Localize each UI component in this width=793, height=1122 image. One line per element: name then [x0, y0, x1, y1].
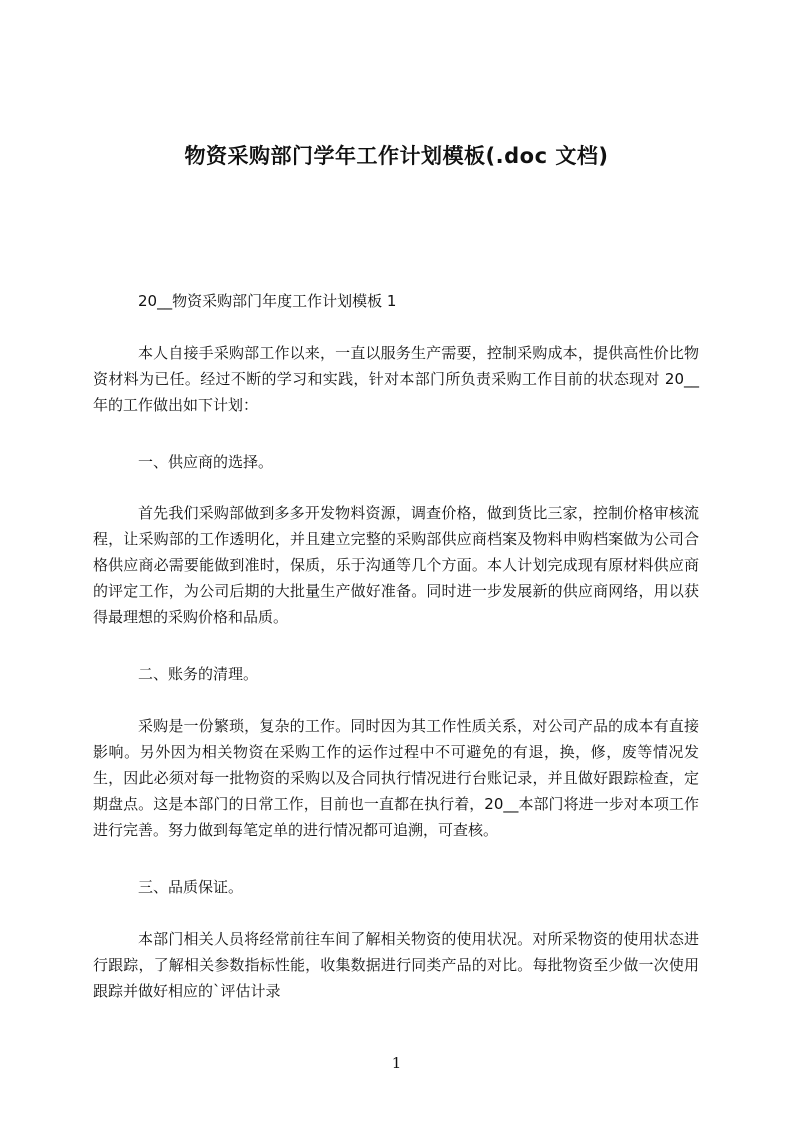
section1-heading-block [93, 449, 699, 475]
section3-body-block [93, 926, 699, 1004]
section3-heading-block [93, 874, 699, 900]
section2-paragraph: 采购是一份繁琐，复杂的工作。同时因为其工作性质关系，对公司产品的成本有直接影响。另外因为相关物资在采购工作的运作过程中不可避免的有退，换，修，废等情况发生，因此必须对每一批物资的采购以及合同执行情况进行台账记录，并且做好跟踪检查，定期盘点。这是本部门的日常工作，目前也一直都在执行着，20__本部门将进一步对本项工作进行完善。努力做到每笔定单的进行情况都可追溯，可查核。 [93, 717, 699, 839]
intro-paragraph: 本人自接手采购部工作以来，一直以服务生产需要，控制采购成本，提供高性价比物资材料为已任。经过不断的学习和实践，针对本部门所负责采购工作目前的状态现对 20__年的工作做出如下计划： [93, 344, 699, 414]
section1-paragraph: 首先我们采购部做到多多开发物料资源，调查价格，做到货比三家，控制价格审核流程，让采购部的工作透明化，并且建立完整的采购部供应商档案及物料申购档案做为公司合格供应商必需要能做到准时，保质，乐于沟通等几个方面。本人计划完成现有原材料供应商的评定工作，为公司后期的大批量生产做好准备。同时进一步发展新的供应商网络，用以获得最理想的采购价格和品质。 [93, 504, 699, 626]
section2-heading: 二、账务的清理。 [138, 665, 259, 683]
document-subtitle-block [93, 288, 699, 314]
document-subtitle: 20__物资采购部门年度工作计划模板 1 [138, 292, 397, 310]
section1-heading: 一、供应商的选择。 [138, 453, 274, 471]
section1-body-block [93, 500, 699, 630]
page-number: 1 [391, 1054, 402, 1072]
section3-paragraph: 本部门相关人员将经常前往车间了解相关物资的使用状况。对所采物资的使用状态进行跟踪，了解相关参数指标性能，收集数据进行同类产品的对比。每批物资至少做一次使用跟踪并做好相应的`评估计录 [93, 930, 699, 1000]
document-title: 物资采购部门学年工作计划模板(.doc 文档) [184, 144, 609, 168]
section3-heading: 三、品质保证。 [138, 878, 244, 896]
section2-body-block [93, 713, 699, 843]
section2-heading-block [93, 661, 699, 687]
intro-block [93, 340, 699, 418]
